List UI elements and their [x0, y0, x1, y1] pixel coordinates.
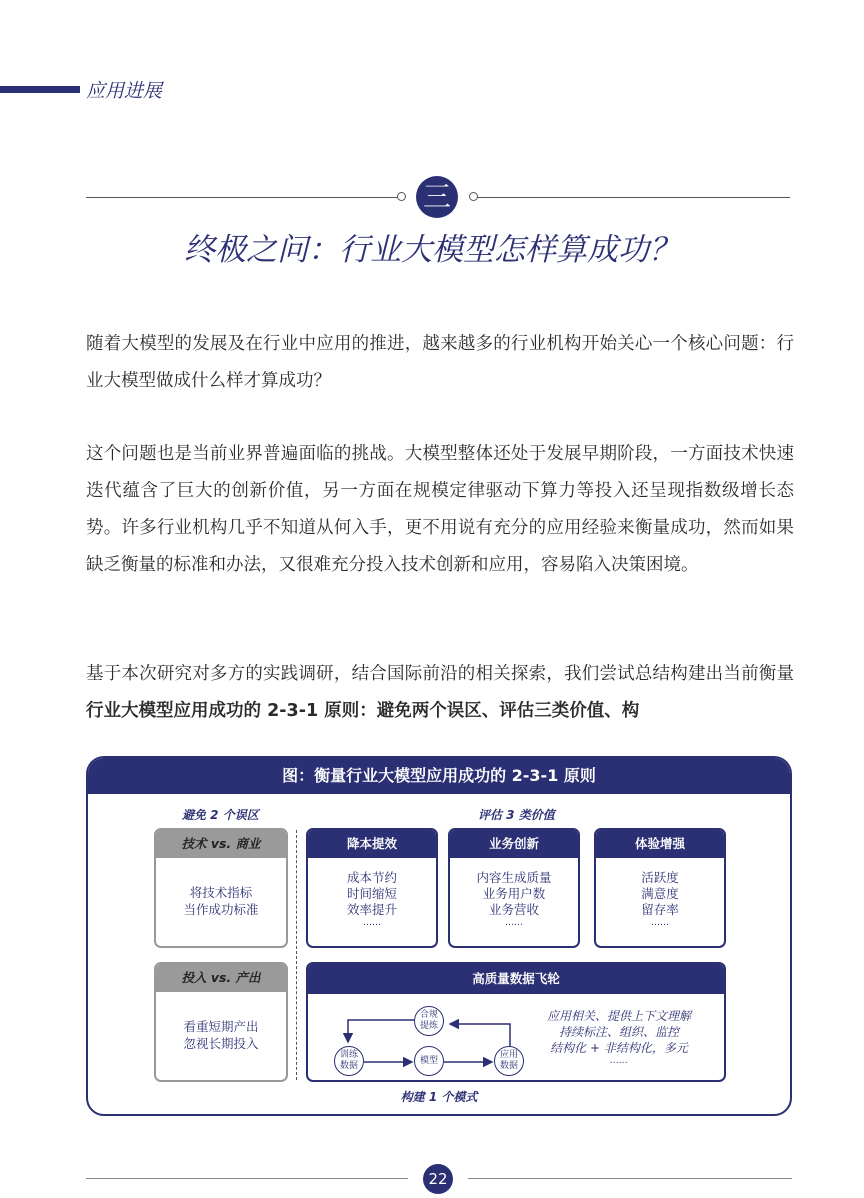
- value-more: ……: [363, 918, 381, 928]
- value-more: ……: [651, 918, 669, 928]
- pitfall-card-title: 技术 vs. 商业: [156, 830, 286, 858]
- value-metric: 效率提升: [346, 902, 397, 917]
- value-metric: 业务营收: [488, 902, 539, 917]
- value-card-innovation: [448, 828, 580, 948]
- value-card-title: 降本提效: [308, 830, 436, 858]
- pitfall-card-line: 忽视长期投入: [183, 1036, 259, 1051]
- principle-figure: [86, 756, 792, 1116]
- section-title: 终极之问：行业大模型怎样算成功？: [184, 232, 680, 268]
- figure-title: 图：衡量行业大模型应用成功的 2-3-1 原则: [88, 758, 790, 794]
- divider-dashed: [296, 830, 297, 1080]
- value-metric: 活跃度: [641, 870, 679, 885]
- value-metric: 成本节约: [346, 870, 397, 885]
- section-number-badge: 三: [416, 176, 458, 218]
- value-card-title: 业务创新: [450, 830, 578, 858]
- section-rule-right: [477, 197, 790, 198]
- paragraph-2: 这个问题也是当前业界普遍面临的挑战。大模型整体还处于发展早期阶段，一方面技术快速迭代蕴含了巨大的创新价值，另一方面在规模定律驱动下算力等投入还呈现指数级增长态势。许多行业机构几乎不知道从何入手，更不用说有充分的应用经验来衡量成功，然而如果缺乏衡量的标准和办法，又很难充分投入技术创新和应用，容易陷入决策困境。: [86, 444, 794, 575]
- value-metric: 留存率: [641, 902, 679, 917]
- flywheel-description: [524, 1008, 714, 1066]
- header-accent-bar: [0, 86, 80, 93]
- flywheel-desc-line: 结构化 + 非结构化，多元: [550, 1041, 688, 1055]
- pitfalls-label: 避免 2 个误区: [182, 808, 259, 822]
- pitfall-card-tech-business: [154, 828, 288, 948]
- paragraph-3-bold: 行业大模型应用成功的 2-3-1 原则：避免两个误区、评估三类价值、构: [86, 701, 640, 721]
- node-model: 模型: [414, 1046, 444, 1076]
- flywheel-desc-line: 持续标注、组织、监控: [558, 1025, 679, 1039]
- footer-rule-right: [468, 1178, 792, 1179]
- value-card-cost: [306, 828, 438, 948]
- flywheel-desc-line: 应用相关、提供上下文理解: [546, 1009, 691, 1023]
- value-metric: 内容生成质量: [476, 870, 552, 885]
- paragraph-1: 随着大模型的发展及在行业中应用的推进，越来越多的行业机构开始关心一个核心问题：行业大模型做成什么样才算成功？: [86, 334, 794, 391]
- values-label: 评估 3 类价值: [478, 808, 555, 822]
- paragraph-3-text: 基于本次研究对多方的实践调研，结合国际前沿的相关探索，我们尝试总结构建出当前衡量: [86, 664, 794, 684]
- footer-rule-left: [86, 1178, 408, 1179]
- value-card-title: 体验增强: [596, 830, 724, 858]
- node-app-data: 应用 数据: [494, 1046, 524, 1076]
- running-header: 应用进展: [86, 80, 163, 102]
- section-rule-dot-left: [397, 192, 406, 201]
- pitfall-card-input-output: [154, 962, 288, 1082]
- pitfall-card-line: 看重短期产出: [183, 1019, 259, 1034]
- paragraph-3: [86, 656, 794, 730]
- value-card-experience: [594, 828, 726, 948]
- flywheel-title: 高质量数据飞轮: [308, 964, 724, 994]
- flywheel-desc-more: ……: [610, 1056, 628, 1066]
- pitfall-card-title: 投入 vs. 产出: [156, 964, 286, 992]
- data-flywheel-card: [306, 962, 726, 1082]
- section-rule-left: [86, 197, 398, 198]
- value-more: ……: [505, 918, 523, 928]
- pitfall-card-line: 将技术指标: [189, 885, 253, 900]
- value-metric: 业务用户数: [482, 886, 546, 901]
- node-training-data: 训练 数据: [334, 1046, 364, 1076]
- value-metric: 时间缩短: [346, 886, 397, 901]
- pitfall-card-line: 当作成功标准: [183, 902, 259, 917]
- pattern-label: 构建 1 个模式: [400, 1090, 478, 1104]
- page-number: 22: [423, 1164, 453, 1194]
- value-metric: 满意度: [641, 886, 679, 901]
- node-compliance: 合规 提炼: [414, 1006, 444, 1036]
